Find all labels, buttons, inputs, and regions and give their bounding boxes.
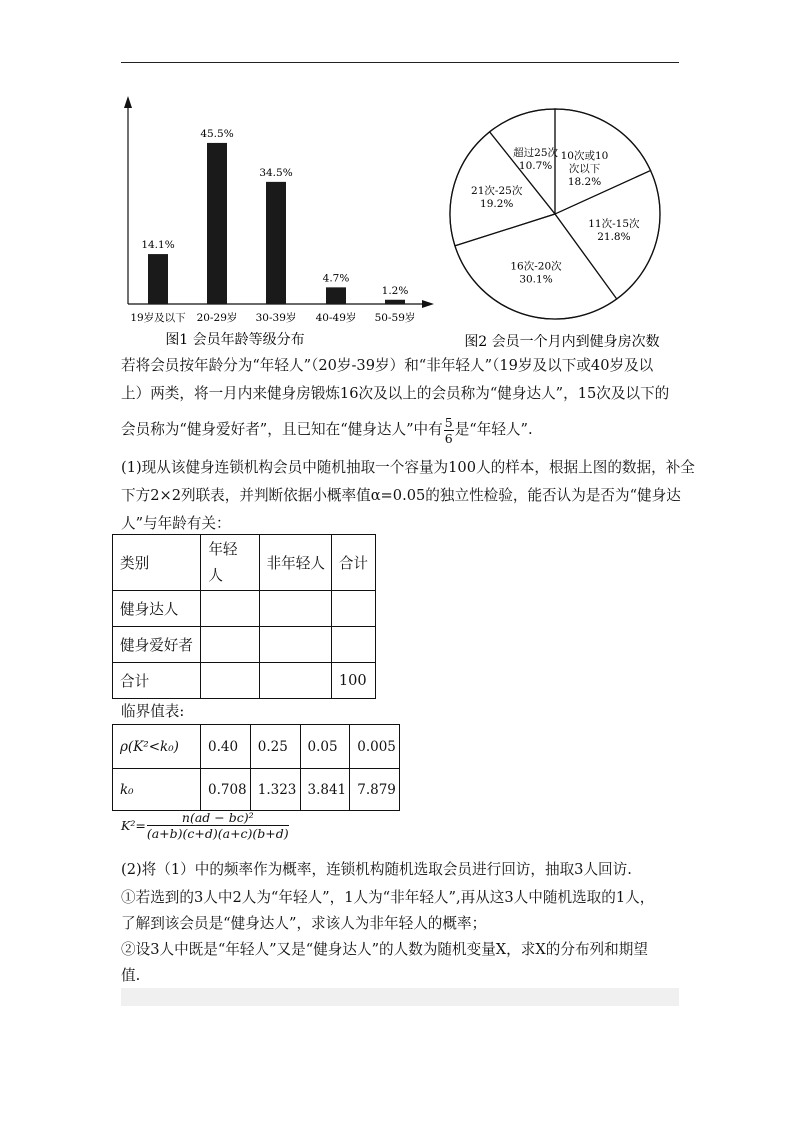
intro-line-1: 若将会员按年龄分为“年轻人”（20岁-39岁）和“非年轻人”（19岁及以下或40岁及以 (121, 357, 654, 374)
bar-category-label: 20-29岁 (196, 312, 238, 324)
critical-value-table (112, 724, 400, 811)
row-label: 合计 (113, 663, 201, 699)
empty-cell (259, 627, 331, 663)
header-cell: 非年轻人 (259, 535, 331, 591)
table-row (113, 627, 376, 663)
critical-table-label: 临界值表: (121, 703, 185, 720)
fraction-denominator: 6 (444, 430, 453, 446)
k-squared-formula (121, 810, 290, 841)
pie-slice-label: 11次-15次 (588, 218, 640, 230)
table-row (113, 663, 376, 699)
row-label: 健身爱好者 (113, 627, 201, 663)
table-row (113, 725, 400, 769)
pie-slice-label: 次以下 (568, 163, 601, 176)
bar-1 (207, 143, 227, 304)
bar-3 (326, 287, 346, 304)
q2-line-1: (2)将（1）中的频率作为概率，连锁机构随机选取会员进行回访，抽取3人回访. (121, 861, 632, 878)
age-bar-chart (110, 90, 440, 352)
empty-cell (201, 591, 259, 627)
row-label: 健身达人 (113, 591, 201, 627)
bar-value-label: 45.5% (200, 127, 234, 140)
bottom-gray-bar (121, 988, 679, 1006)
bar-value-label: 34.5% (259, 166, 293, 179)
intro-line-3 (121, 412, 681, 448)
table-row (113, 591, 376, 627)
fraction-five-sixths (444, 415, 454, 446)
header-cell: 年轻 人 (201, 535, 259, 591)
visit-pie-chart (440, 100, 685, 350)
empty-cell (259, 591, 331, 627)
pie-slice-label: 21次-25次 (471, 184, 523, 197)
q2-line-3: 了解到该会员是“健身达人”，求该人为非年轻人的概率； (121, 915, 487, 932)
bar-value-label: 4.7% (322, 272, 350, 285)
table-cell: 0.40 (201, 725, 251, 769)
bar-category-label: 30-39岁 (255, 312, 297, 324)
fraction-numerator: 5 (444, 414, 453, 430)
q1-line-2: 下方2×2列联表，并判断依据小概率值α=0.05的独立性检验，能否认为是否为“健身达 (121, 487, 681, 504)
q1-line-3: 人”与年龄有关： (121, 515, 231, 532)
pie-slice-label: 18.2% (567, 176, 602, 189)
table-cell: 1.323 (250, 769, 300, 811)
pie-slice-label: 19.2% (480, 197, 514, 210)
row-label: ρ(K²<k₀) (113, 725, 201, 769)
intro-line-3-tail: 是“年轻人”. (454, 421, 533, 438)
empty-cell (201, 663, 259, 699)
q1-line-1: (1)现从该健身连锁机构会员中随机抽取一个容量为100人的样本，根据上图的数据，补全 (121, 459, 695, 476)
pie-slice-label: 10次或10 (560, 150, 609, 163)
formula-numerator: n(ad − bc)² (147, 810, 289, 826)
bar-category-label: 19岁及以下 (130, 312, 186, 324)
pie-slice-label: 超过25次 (513, 147, 559, 159)
empty-cell (331, 627, 375, 663)
table-cell: 3.841 (300, 769, 350, 811)
pie-slice-label: 16次-20次 (510, 260, 562, 273)
bar-0 (148, 254, 168, 304)
bar-category-label: 40-49岁 (315, 312, 357, 324)
intro-line-3-text: 会员称为“健身爱好者”，且已知在“健身达人”中有 (121, 421, 443, 438)
pie-slice-label: 30.1% (519, 273, 553, 286)
formula-fraction (147, 810, 289, 841)
bar-4 (385, 300, 405, 304)
intro-line-2: 上）两类，将一月内来健身房锻炼16次及以上的会员称为“健身达人”，15次及以下的 (121, 385, 670, 402)
bar-value-label: 1.2% (381, 284, 409, 297)
table-cell: 0.005 (350, 725, 400, 769)
header-cell: 合计 (331, 535, 375, 591)
table-cell: 0.25 (250, 725, 300, 769)
bar-chart-title: 图1 会员年龄等级分布 (165, 332, 305, 348)
table-cell: 0.708 (201, 769, 251, 811)
bar-2 (266, 182, 286, 304)
header-cell: 类别 (113, 535, 201, 591)
empty-cell (331, 591, 375, 627)
pie-chart-title: 图2 会员一个月内到健身房次数 (464, 334, 660, 350)
formula-lhs: K²= (121, 818, 146, 833)
header-rule (121, 62, 679, 63)
table-row (113, 769, 400, 811)
formula-denominator: (a+b)(c+d)(a+c)(b+d) (146, 826, 289, 841)
contingency-table (112, 534, 376, 699)
row-label: k₀ (113, 769, 201, 811)
q2-line-5: 值. (121, 967, 141, 984)
pie-slice-label: 21.8% (597, 231, 631, 243)
pie-slice-label: 10.7% (518, 160, 553, 172)
q2-line-2: ①若选到的3人中2人为“年轻人”，1人为“非年轻人”,再从这3人中随机选取的1人， (121, 889, 655, 906)
total-cell: 100 (331, 663, 375, 699)
bar-value-label: 14.1% (141, 239, 175, 252)
empty-cell (259, 663, 331, 699)
table-cell: 0.05 (300, 725, 350, 769)
empty-cell (201, 627, 259, 663)
table-header-row (113, 535, 376, 591)
q2-line-4: ②设3人中既是“年轻人”又是“健身达人”的人数为随机变量X，求X的分布列和期望 (121, 941, 648, 958)
bar-category-label: 50-59岁 (374, 312, 416, 324)
table-cell: 7.879 (350, 769, 400, 811)
